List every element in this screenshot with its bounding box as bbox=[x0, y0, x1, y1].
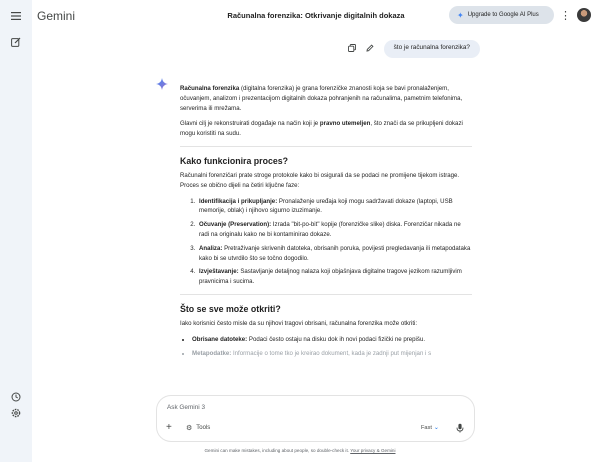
history-icon[interactable] bbox=[8, 389, 24, 405]
tools-label: Tools bbox=[196, 425, 211, 431]
top-bar bbox=[32, 0, 600, 32]
goal-paragraph: Glavni cilj je rekonstruirati događaje na način koji je pravno utemeljen, što znači da se prikupljeni dokazi mogu koristiti na sudu. bbox=[180, 120, 463, 138]
mode-label: Fast bbox=[421, 424, 432, 431]
sparkle-icon: ✦ bbox=[457, 10, 464, 20]
process-intro: Računalni forenzičari prate stroge protokole kako bi osigurali da se podaci ne promijene tijekom istrage. Proces se obično dijeli na četiri ključne faze: bbox=[180, 171, 460, 189]
model-mode-select[interactable] bbox=[421, 424, 439, 431]
tools-button[interactable] bbox=[186, 424, 210, 432]
pencil-icon[interactable] bbox=[366, 44, 376, 54]
edit-icon[interactable] bbox=[8, 34, 24, 50]
prompt-composer bbox=[157, 396, 474, 441]
privacy-link[interactable]: Your privacy & Gemini bbox=[350, 448, 396, 453]
copy-icon[interactable] bbox=[348, 44, 358, 54]
divider bbox=[180, 146, 472, 147]
chevron-down-icon: ⌄ bbox=[433, 425, 439, 431]
plus-icon[interactable]: + bbox=[166, 422, 172, 433]
list-item: 1. Identifikacija i prikupljanje: Pronalaženje uređaja koji mogu sadržavati dokaze (laptopi, USB memorije, oblak) i njihovo sigurno izuzimanje. bbox=[197, 197, 472, 217]
list-item: • Obrisane datoteke: Podaci često ostaju na disku dok ih novi podaci fizički ne prepišu. bbox=[192, 335, 472, 345]
more-vert-icon[interactable]: ⋮ bbox=[560, 10, 571, 22]
settings-icon[interactable] bbox=[8, 405, 24, 421]
phases-list bbox=[180, 197, 472, 287]
user-message-bubble: što je računalna forenzika? bbox=[384, 40, 480, 58]
chat-title: Računalna forenzika: Otkrivanje digitalnih dokaza bbox=[227, 11, 405, 20]
list-item: 3. Analiza: Pretraživanje skrivenih datoteka, obrisanih poruka, povijesti pregledavanja ili metapodataka kako bi se utvrdilo što se točno dogodilo. bbox=[197, 244, 472, 264]
prompt-input[interactable]: Ask Gemini 3 bbox=[167, 404, 206, 411]
footer-disclaimer: Gemini can make mistakes, including about people, so double-check it. Your privacy & Gemini bbox=[204, 448, 396, 453]
sidebar-rail bbox=[0, 0, 32, 462]
avatar[interactable] bbox=[577, 8, 591, 22]
mic-icon[interactable] bbox=[455, 423, 465, 433]
findings-list bbox=[180, 335, 472, 359]
list-item: 2. Očuvanje (Preservation): Izrada "bit-po-bit" kopije (forenzičke slike) diska. Forenzičar nikada ne radi na originalu kako ne bi kontaminirao dokaze. bbox=[197, 220, 472, 240]
tools-icon: ⚙ bbox=[186, 425, 193, 432]
assistant-response bbox=[180, 84, 472, 362]
upgrade-button[interactable] bbox=[449, 6, 554, 24]
menu-icon[interactable] bbox=[8, 8, 24, 24]
intro-paragraph: Računalna forenzika (digitalna forenzika) je grana forenzičke znanosti koja se bavi pronalaženjem, očuvanjem, analizom i prezentacijom digitalnih dokaza pohranjenih na računalima, pametnim telefonima, serverima ili mrežama. bbox=[180, 85, 463, 112]
section-heading-process: Kako funkcionira proces? bbox=[180, 155, 289, 166]
list-item: 4. Izvještavanje: Sastavljanje detaljnog nalaza koji objašnjava digitalne tragove jezikom razumljivim pravnicima i sucima. bbox=[197, 267, 472, 287]
brand-title[interactable]: Gemini bbox=[37, 9, 76, 23]
gemini-star-icon bbox=[156, 78, 168, 90]
section-heading-findings: Što se sve može otkriti? bbox=[180, 303, 281, 314]
findings-intro: Iako korisnici često misle da su njihovi tragovi obrisani, računalna forenzika može otkriti: bbox=[180, 319, 418, 327]
upgrade-label: Upgrade to Google AI Plus bbox=[467, 12, 539, 18]
list-item: • Metapodatke: Informacije o tome tko je kreirao dokument, kada je zadnji put mijenjan i s bbox=[192, 349, 472, 359]
conversation bbox=[180, 34, 480, 394]
divider bbox=[180, 294, 472, 295]
user-message-row bbox=[180, 40, 480, 58]
